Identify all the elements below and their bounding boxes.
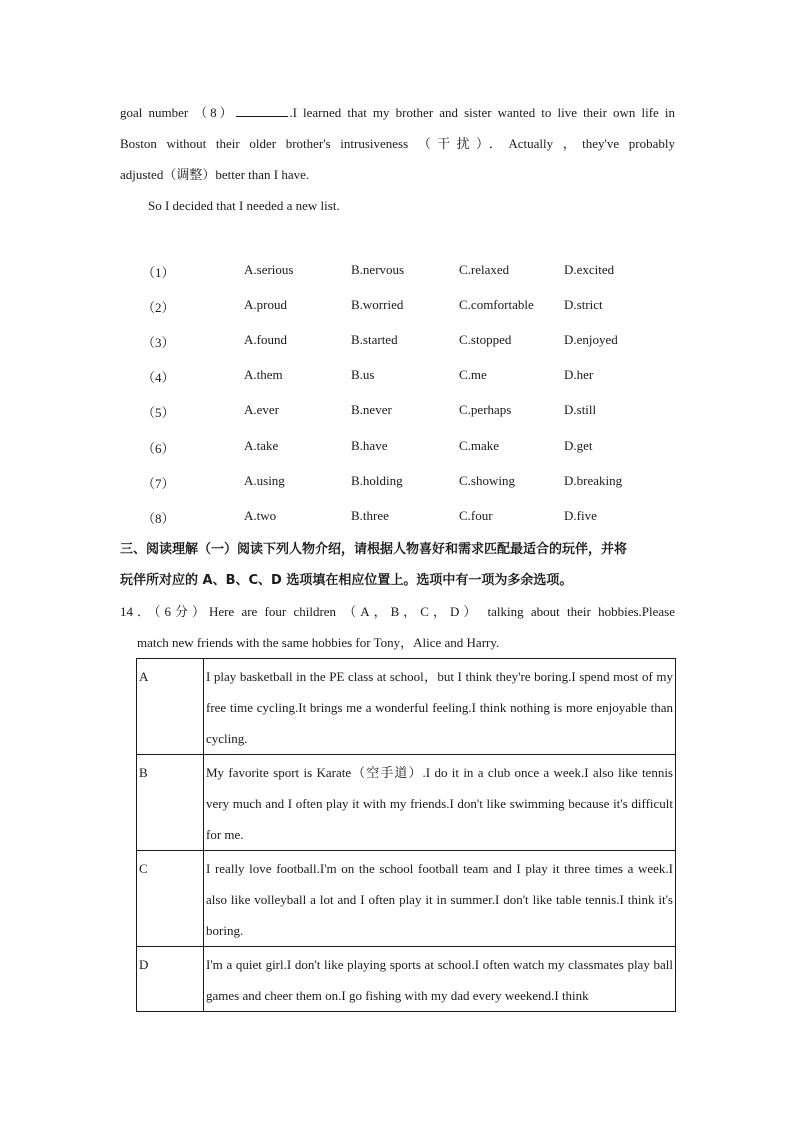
option-c[interactable]: C.four [459, 508, 493, 523]
option-c[interactable]: C.showing [459, 473, 515, 488]
child-letter: D [137, 947, 204, 1012]
option-b[interactable]: B.have [351, 438, 388, 453]
option-d[interactable]: D.breaking [564, 473, 623, 488]
question-14-prompt-cont: match new friends with the same hobbies for Tony，Alice and Harry. [137, 635, 500, 650]
option-d[interactable]: D.five [564, 508, 597, 523]
question-number: （3） [142, 335, 175, 350]
option-d[interactable]: D.still [564, 402, 597, 417]
option-row [120, 332, 675, 352]
option-b[interactable]: B.nervous [351, 262, 405, 277]
option-d[interactable]: D.excited [564, 262, 615, 277]
option-b[interactable]: B.three [351, 508, 389, 523]
option-d[interactable]: D.enjoyed [564, 332, 618, 347]
passage-line-1-end: .I learned that my brother and sister wanted to live their own life in [289, 105, 675, 120]
question-number: （2） [142, 300, 175, 315]
option-a[interactable]: A.them [244, 367, 283, 382]
option-a[interactable]: A.proud [244, 297, 287, 312]
option-a[interactable]: A.two [244, 508, 277, 523]
option-b[interactable]: B.started [351, 332, 398, 347]
option-b[interactable]: B.worried [351, 297, 404, 312]
option-c[interactable]: C.comfortable [459, 297, 534, 312]
table-row [137, 755, 676, 851]
table-row [137, 659, 676, 755]
child-description: I really love football.I'm on the school football team and I play it three times a week.I also like volleyball a lot and I often play it in summer.I don't like table tennis.I think it's boring. [204, 851, 676, 947]
passage-line-1-start: goal number （8） [120, 105, 236, 120]
child-description: I'm a quiet girl.I don't like playing sports at school.I often watch my classmates play ball games and cheer them on.I go fishing with my dad every weekend.I think [204, 947, 676, 1012]
option-d[interactable]: D.her [564, 367, 594, 382]
child-letter: C [137, 851, 204, 947]
section-3-instructions: 玩伴所对应的 A、B、C、D 选项填在相应位置上。选项中有一项为多余选项。 [120, 573, 573, 588]
table-row [137, 851, 676, 947]
passage-line-1 [120, 97, 675, 128]
option-c[interactable]: C.perhaps [459, 402, 512, 417]
child-description: I play basketball in the PE class at school，but I think they're boring.I spend most of my free time cycling.It brings me a wonderful feeling.I think nothing is more enjoyable than cycling. [204, 659, 676, 755]
question-number: （5） [142, 405, 175, 420]
option-a[interactable]: A.found [244, 332, 287, 347]
option-a[interactable]: A.take [244, 438, 279, 453]
option-a[interactable]: A.serious [244, 262, 294, 277]
option-row [120, 402, 675, 422]
option-c[interactable]: C.me [459, 367, 487, 382]
option-row [120, 262, 675, 282]
option-row [120, 297, 675, 317]
option-c[interactable]: C.relaxed [459, 262, 510, 277]
table-row [137, 947, 676, 1012]
option-row [120, 508, 675, 528]
answer-blank-8[interactable] [236, 103, 288, 117]
option-a[interactable]: A.ever [244, 402, 280, 417]
option-b[interactable]: B.us [351, 367, 375, 382]
question-14-prompt: 14．（6分）Here are four children （A，B，C，D） talking about their hobbies.Please [120, 604, 675, 619]
option-row [120, 438, 675, 458]
child-letter: B [137, 755, 204, 851]
question-number: （7） [142, 476, 175, 491]
passage-line-4: So I decided that I needed a new list. [148, 198, 340, 213]
option-d[interactable]: D.get [564, 438, 593, 453]
option-row [120, 367, 675, 387]
question-number: （6） [142, 441, 175, 456]
child-letter: A [137, 659, 204, 755]
option-d[interactable]: D.strict [564, 297, 603, 312]
passage-line-2: Boston without their older brother's intrusiveness （干扰）．Actually ，they've probably [120, 136, 675, 151]
question-number: （8） [142, 511, 175, 526]
option-c[interactable]: C.make [459, 438, 500, 453]
section-3-title: 三、阅读理解（一）阅读下列人物介绍，请根据人物喜好和需求匹配最适合的玩伴，并将 [120, 542, 628, 557]
hobbies-table [136, 658, 676, 1012]
option-b[interactable]: B.never [351, 402, 392, 417]
option-a[interactable]: A.using [244, 473, 285, 488]
option-b[interactable]: B.holding [351, 473, 403, 488]
option-c[interactable]: C.stopped [459, 332, 512, 347]
option-row [120, 473, 675, 493]
question-number: （1） [142, 265, 175, 280]
question-number: （4） [142, 370, 175, 385]
passage-line-3: adjusted（调整）better than I have. [120, 167, 310, 182]
child-description: My favorite sport is Karate（空手道）.I do it in a club once a week.I also like tennis very much and I often play it with my friends.I don't like swimming because it's difficult for me. [204, 755, 676, 851]
